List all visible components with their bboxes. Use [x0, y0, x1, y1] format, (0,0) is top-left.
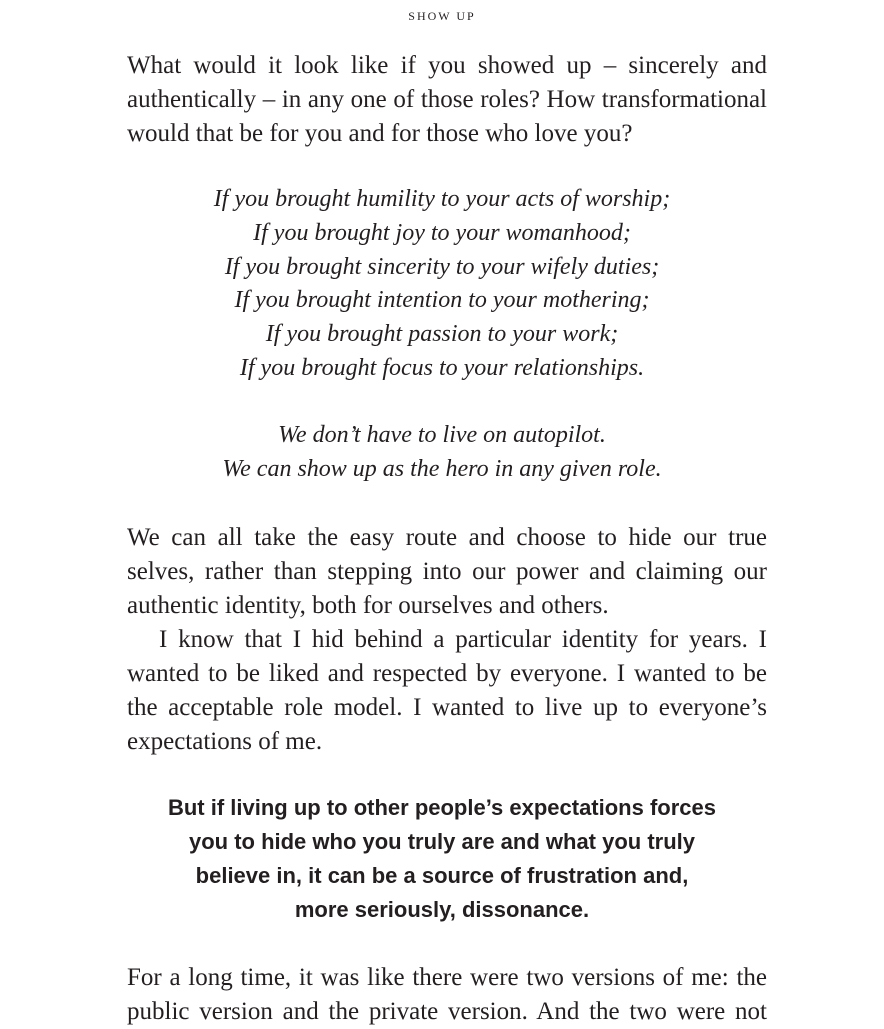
text-line: authentic identity, both for ourselves and others.	[127, 592, 609, 619]
text-line: authentically – in any one of those roles? How transformational	[127, 86, 767, 113]
verse-line: If you brought passion to your work;	[265, 321, 619, 348]
verse-line: If you brought humility to your acts of worship;	[213, 186, 671, 212]
text-line: selves, rather than stepping into our power and claiming our	[127, 558, 767, 585]
text-line: What would it look like if you showed up – sincerely and	[127, 52, 767, 79]
verse-line: We can show up as the hero in any given role.	[222, 455, 662, 482]
pull-quote	[0, 791, 884, 927]
text-line: public version and the private version. And the two were not	[127, 998, 767, 1025]
text-line: wanted to be liked and respected by everyone. I wanted to be	[127, 660, 767, 687]
verse-line: If you brought joy to your womanhood;	[253, 219, 631, 246]
text-line: would that be for you and for those who love you?	[127, 120, 633, 147]
text-line: the acceptable role model. I wanted to live up to everyone’s	[127, 694, 767, 721]
verse-line: If you brought focus to your relationships.	[239, 354, 645, 381]
verse-line: If you brought sincerity to your wifely duties;	[224, 253, 660, 280]
pull-quote-line: But if living up to other people’s expectations forces	[167, 795, 717, 820]
paragraph-4	[127, 961, 767, 1029]
paragraph-2	[127, 521, 767, 759]
pull-quote-line: more seriously, dissonance.	[294, 897, 590, 922]
running-head: SHOW UP	[408, 9, 476, 23]
text-line: For a long time, it was like there were two versions of me: the	[127, 964, 767, 991]
verse-line: We don’t have to live on autopilot.	[278, 422, 606, 448]
text-line: expectations of me.	[127, 728, 323, 755]
verse-statement	[0, 419, 884, 487]
verse-list	[0, 183, 884, 386]
paragraph-1	[127, 49, 767, 151]
text-line: We can all take the easy route and choose to hide our true	[127, 524, 767, 551]
pull-quote-line: believe in, it can be a source of frustration and,	[195, 863, 689, 888]
verse-line: If you brought intention to your mothering;	[234, 287, 650, 314]
pull-quote-line: you to hide who you truly are and what you truly	[188, 829, 696, 854]
text-line: I know that I hid behind a particular identity for years. I	[159, 626, 767, 653]
